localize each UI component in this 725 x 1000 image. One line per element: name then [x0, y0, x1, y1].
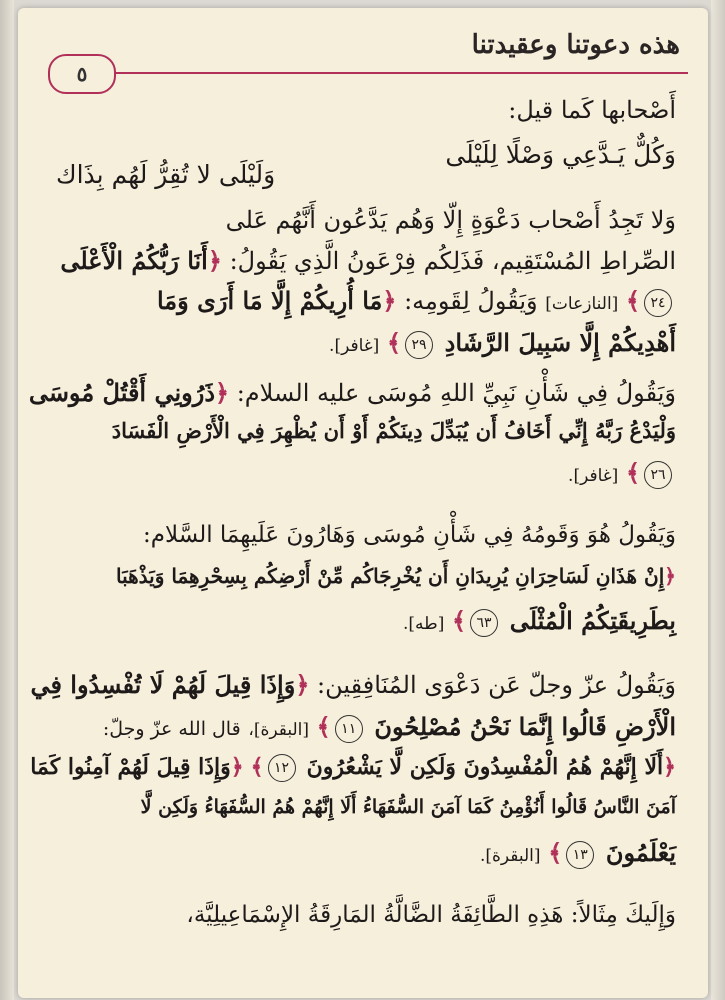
quran-verse: أَهْدِيكُمْ إِلَّا سَبِيلَ الرَّشَادِ [444, 328, 676, 357]
header-rule [108, 72, 688, 74]
verse-number: ١١ [335, 715, 363, 743]
surah-ref: [البقرة]، [248, 720, 309, 740]
verse-number: ٢٦ [644, 461, 672, 489]
quran-verse: وَلْيَدْعُ رَبَّهُ إِنِّي أَخَافُ أَن يُبَدِّلَ دِينَكُمْ أَوْ أَن يُظْهِرَ فِي الْأَرْضِ الْفَسَادَ [111, 418, 676, 443]
text-line: الْأَرْضِ قَالُوا إِنَّمَا نَحْنُ مُصْلِحُونَ ١١﴾ [البقرة]، قال الله عزّ وجلّ: [102, 712, 676, 741]
verse-number: ١٣ [566, 841, 594, 869]
verse-number: ٢٩ [405, 331, 433, 359]
text-line: وَيَقُولُ هُوَ وَقَومُهُ فِي شَأْنِ مُوسَى وَهَارُونَ عَلَيهِمَا السَّلام: [142, 522, 676, 548]
text-line: الصِّراطِ المُسْتَقِيم، فَذَلِكُم فِرْعَونُ الَّذِي يَقُولُ: ﴿أَنَا رَبُّكُمُ الْأَعْلَى [60, 246, 676, 275]
text-line [112, 418, 676, 443]
text-line: أَهْدِيكُمْ إِلَّا سَبِيلَ الرَّشَادِ ٢٩﴾ [غافر]. [329, 328, 676, 357]
quran-verse: وَإِذَا قِيلَ لَهُمْ آمِنُوا كَمَا [30, 754, 231, 780]
page-body [28, 96, 676, 996]
text-line: يَعْلَمُونَ ١٣﴾ [البقرة]. [479, 838, 676, 867]
text-line: ﴿إِنْ هَذَانِ لَسَاحِرَانِ يُرِيدَانِ أَن يُخْرِجَاكُم مِّنْ أَرْضِكُم بِسِحْرِهِمَا وَيَذْهَبَا [116, 564, 676, 588]
text-line: بِطَرِيقَتِكُمُ الْمُثْلَى ٦٣﴾ [طه]. [403, 606, 676, 635]
quran-verse: أَلَا إِنَّهُمْ هُمُ الْمُفْسِدُونَ وَلَكِن لَّا يَشْعُرُونَ [306, 754, 664, 780]
quran-verse: آمَنَ النَّاسُ قَالُوا أَنُؤْمِنُ كَمَا آمَنَ السُّفَهَاءُ أَلَا إِنَّهُمْ هُمُ السُّفَهَاءُ وَلَكِن لَّا [140, 796, 676, 818]
text-line: ٢٦﴾ [غافر]. [568, 458, 676, 489]
text-line: وَلا تَجِدُ أَصْحاب دَعْوَةٍ إِلّا وَهُم يَدَّعُون أَنَّهُم عَلى [225, 206, 676, 234]
surah-ref: [غافر]. [568, 466, 619, 486]
quran-verse: أَنَا رَبُّكُمُ الْأَعْلَى [60, 246, 208, 275]
page-edge [711, 0, 725, 1000]
quran-verse: مَا أُرِيكُمْ إِلَّا مَا أَرَى وَمَا [156, 286, 383, 315]
surah-ref: [النازعات] [545, 294, 619, 314]
verse-number: ١٢ [268, 754, 296, 782]
poem-hemistich-right: وَكُلٌّ يَـدَّعِي وَصْلًا لِلَيْلَى [445, 140, 676, 169]
text-line: وَيَقُولُ عزّ وجلّ عَن دَعْوَى المُنَافِقِين: ﴿وَإِذَا قِيلَ لَهُمْ لَا تُفْسِدُوا فِي [30, 670, 676, 699]
surah-ref: [غافر]. [329, 336, 380, 356]
qala-allah: قال الله عزّ وجلّ: [102, 718, 241, 740]
quran-verse: يَعْلَمُونَ [605, 838, 676, 867]
page-number: ٥ [48, 54, 116, 94]
quran-verse: إِنْ هَذَانِ لَسَاحِرَانِ يُرِيدَانِ أَن يُخْرِجَاكُم مِّنْ أَرْضِكُم بِسِحْرِهِمَا وَيَذْهَبَا [116, 564, 665, 588]
text-line: ﴿أَلَا إِنَّهُمْ هُمُ الْمُفْسِدُونَ وَلَكِن لَّا يَشْعُرُونَ ١٢﴾ ﴿وَإِذَا قِيلَ لَهُمْ آمِنُوا كَمَا [30, 754, 676, 780]
poem-hemistich-left: وَلَيْلَى لا تُقِرُّ لَهُم بِذَاك [56, 160, 276, 189]
quran-verse: الْأَرْضِ قَالُوا إِنَّمَا نَحْنُ مُصْلِحُونَ [374, 712, 676, 741]
verse-number: ٢٤ [644, 289, 672, 317]
text-line: أَصْحابها كَما قيل: [508, 96, 676, 124]
text-line: ٢٤﴾ [النازعات] وَيَقُولُ لِقَومِه: ﴿مَا أُرِيكُمْ إِلَّا مَا أَرَى وَمَا [157, 286, 676, 317]
page-header [48, 24, 688, 84]
surah-ref: [البقرة]. [479, 846, 541, 866]
surah-ref: [طه]. [403, 614, 445, 634]
quran-verse: بِطَرِيقَتِكُمُ الْمُثْلَى [509, 606, 676, 635]
text-line: وَيَقُولُ فِي شَأْنِ نَبِيِّ اللهِ مُوسَى عليه السلام: ﴿ذَرُونِي أَقْتُلْ مُوسَى [28, 378, 676, 407]
text-line: وَإِلَيكَ مِثَالاً: هَذِهِ الطَّائِفَةُ الضَّالَّةُ المَارِقَةُ الإِسْمَاعِيلِيَّة، [186, 902, 676, 928]
header-title: هذه دعوتنا وعقيدتنا [471, 30, 680, 60]
quran-verse: وَإِذَا قِيلَ لَهُمْ لَا تُفْسِدُوا فِي [30, 670, 296, 699]
quran-verse: ذَرُونِي أَقْتُلْ مُوسَى [28, 378, 215, 407]
book-spine [0, 0, 14, 1000]
verse-number: ٦٣ [470, 609, 498, 637]
book-page [18, 8, 708, 998]
text-line [141, 796, 676, 818]
